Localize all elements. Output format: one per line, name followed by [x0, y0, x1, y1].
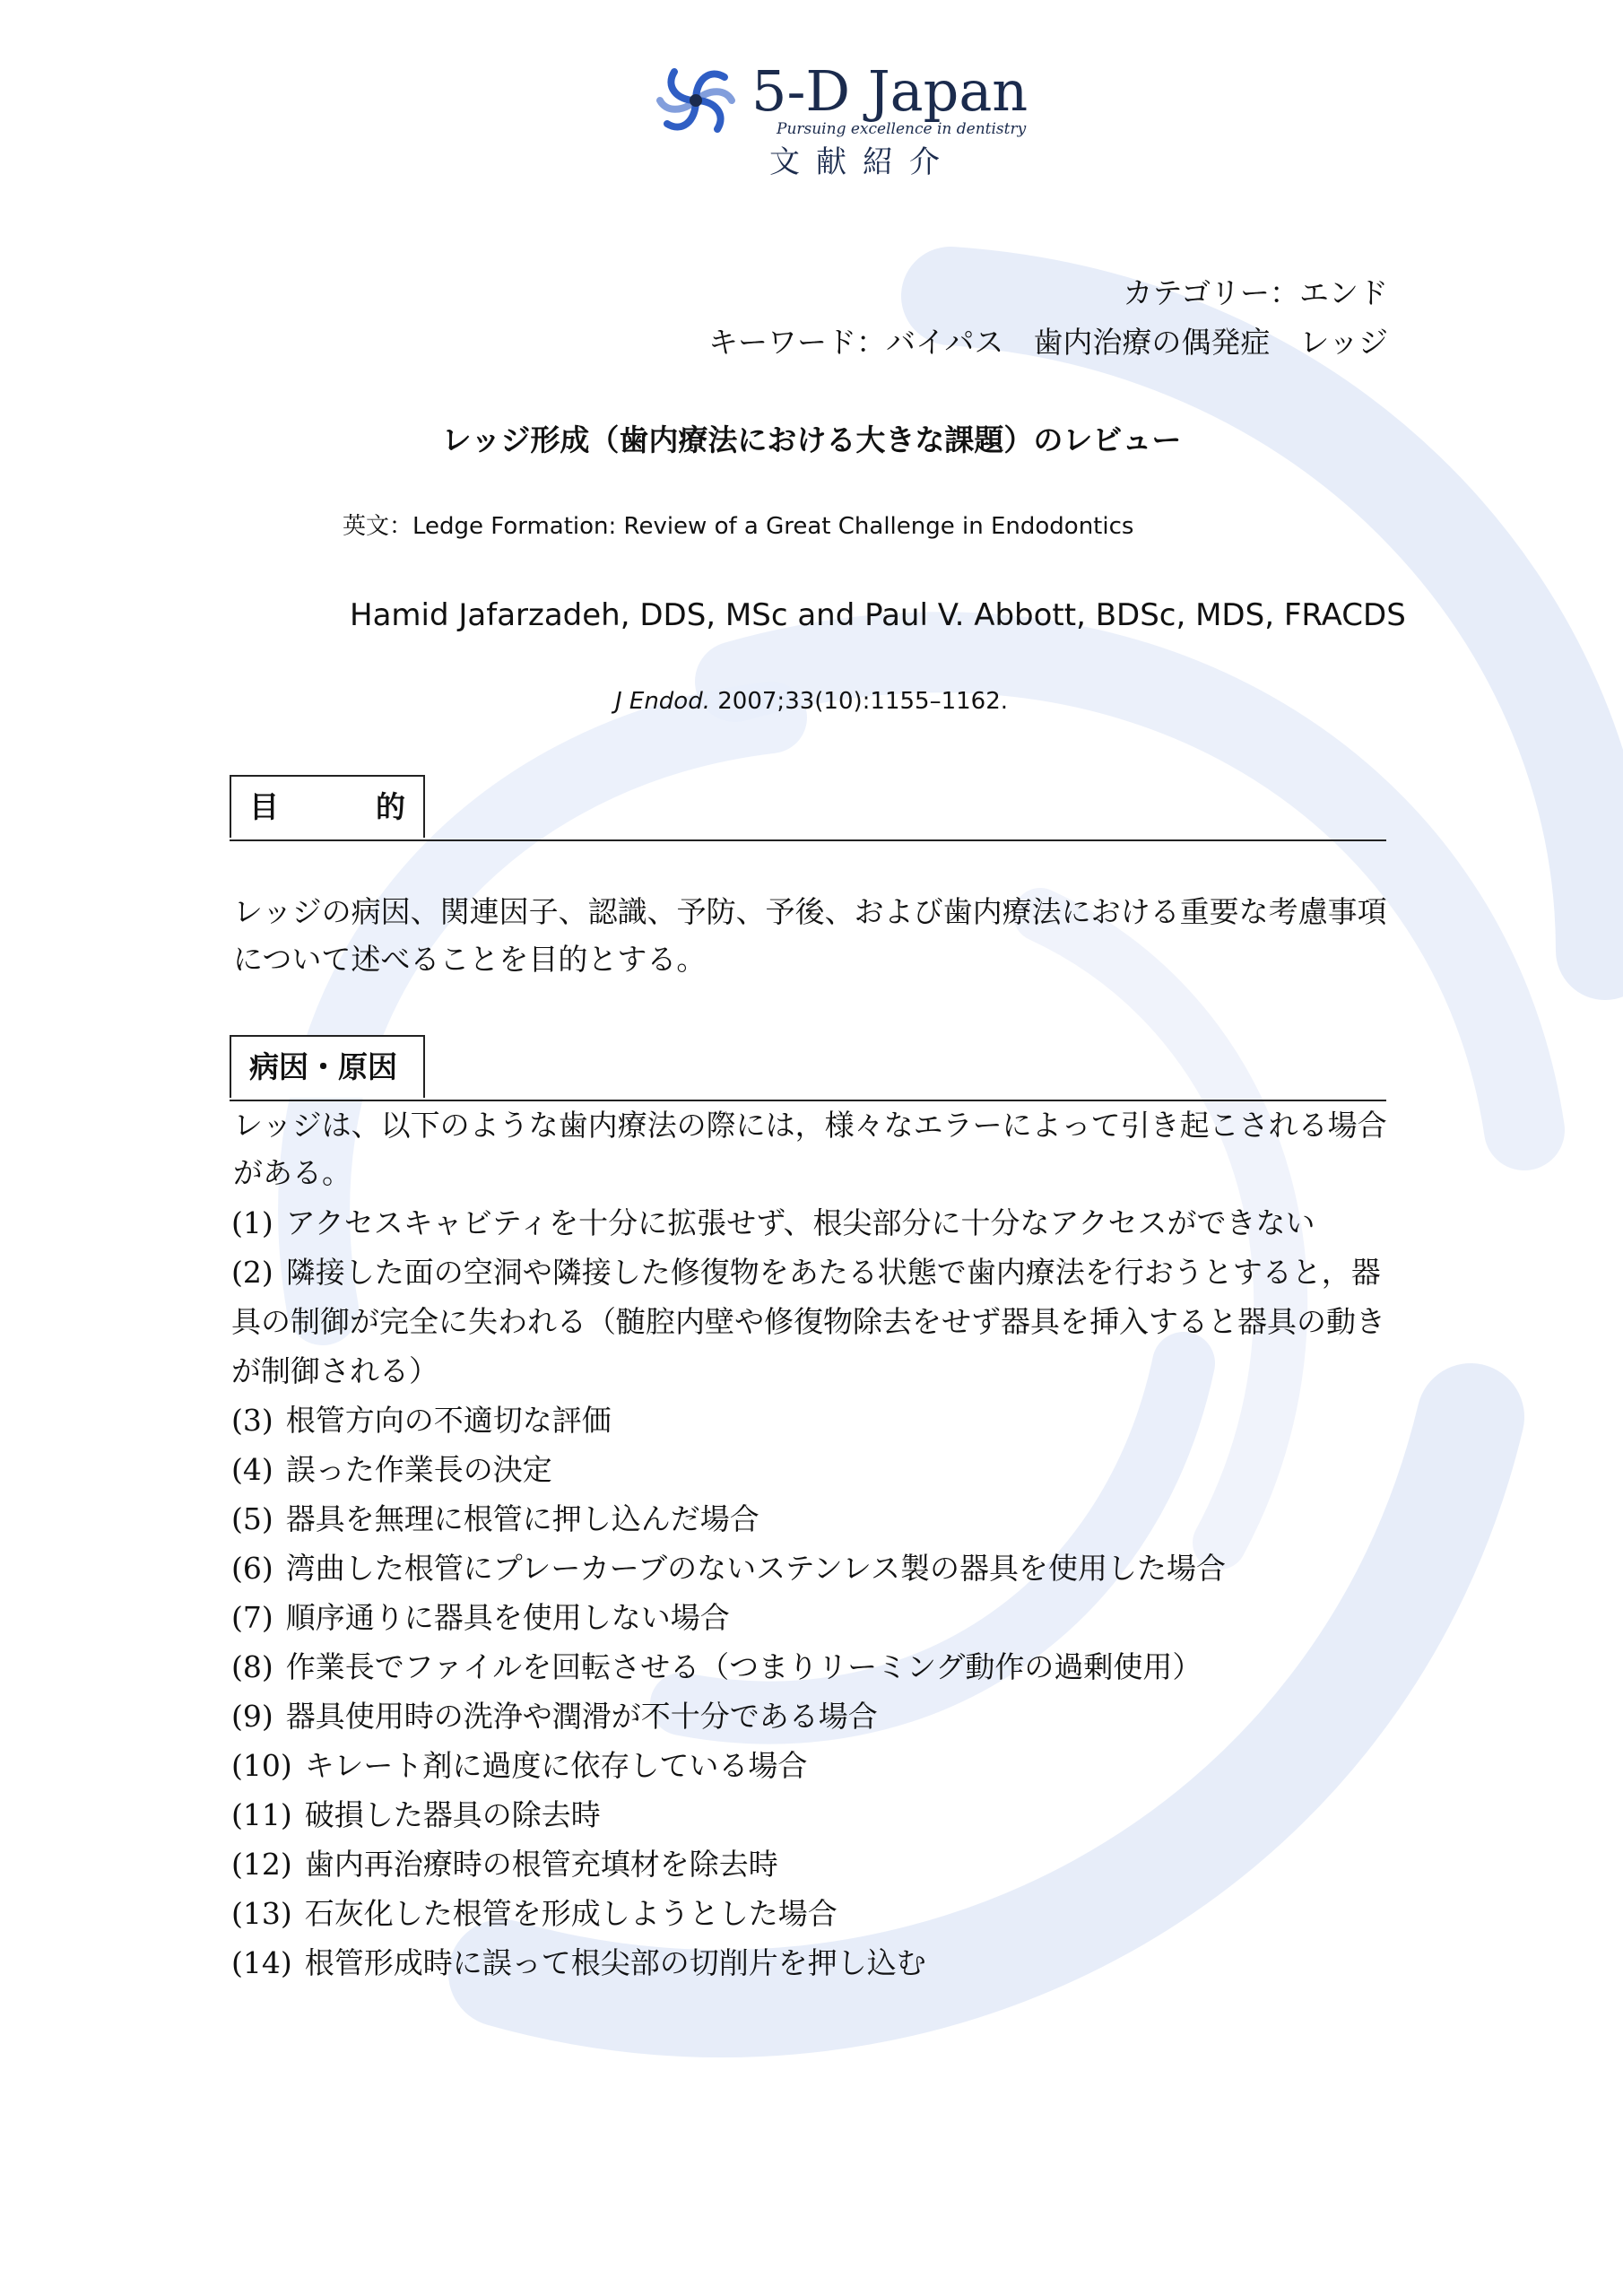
list-item-text: 石灰化した根管を形成しようとした場合 [304, 1896, 838, 1931]
citation-journal: J Endod. [614, 688, 710, 715]
list-item [231, 1544, 1397, 1593]
etiology-heading-label: 病因・原因 [249, 1049, 397, 1084]
list-item [231, 1692, 1397, 1741]
list-item-number: (1) [231, 1205, 273, 1240]
purpose-heading-box [230, 775, 425, 838]
document-title: レッジ形成（歯内療法における大きな課題）のレビュー [441, 422, 1182, 457]
list-item-number: (3) [231, 1403, 273, 1438]
list-item-text: 作業長でファイルを回転させる（つまりリーミング動作の過剰使用） [285, 1649, 1202, 1684]
purpose-body: レッジの病因、関連因子、認識、予防、予後、および歯内療法における重要な考慮事項について述べることを目的とする。 [233, 894, 1387, 977]
list-item-number: (13) [231, 1896, 292, 1931]
list-item-text: 隣接した面の空洞や隣接した修復物をあたる状態で歯内療法を行おうとすると，器具の制御が完全に失われる（髄腔内壁や修復物除去をせず器具を挿入すると器具の動きが制御される） [231, 1255, 1385, 1388]
list-item-text: 歯内再治療時の根管充填材を除去時 [304, 1847, 778, 1882]
english-title: 英文：Ledge Formation: Review of a Great Challenge in Endodontics [343, 513, 1134, 540]
list-item-number: (7) [231, 1600, 273, 1635]
list-item-number: (10) [231, 1748, 292, 1783]
swirl-flower-logo-icon [651, 56, 741, 145]
list-item-text: 湾曲した根管にプレーカーブのないステンレス製の器具を使用した場合 [285, 1551, 1226, 1586]
list-item-text: 根管方向の不適切な評価 [285, 1403, 612, 1438]
list-item-text: 誤った作業長の決定 [285, 1452, 552, 1487]
list-item [231, 1839, 1397, 1889]
citation-line [0, 684, 1623, 718]
list-item [231, 1248, 1397, 1396]
list-item-text: 破損した器具の除去時 [304, 1797, 601, 1832]
list-item [231, 1790, 1397, 1839]
logo-subtitle: 文献紹介 [769, 144, 956, 180]
etiology-heading-box [230, 1035, 425, 1098]
purpose-heading-label [249, 789, 405, 825]
keywords-line: キーワード：バイパス 歯内治療の偶発症 レッジ [707, 325, 1388, 360]
list-item-text: 器具使用時の洗浄や潤滑が不十分である場合 [285, 1699, 878, 1734]
list-item-number: (9) [231, 1699, 273, 1734]
list-item-text: キレート剤に過度に依存している場合 [304, 1748, 808, 1783]
list-item [231, 1198, 1397, 1248]
list-item-text: 器具を無理に根管に押し込んだ場合 [285, 1501, 759, 1536]
purpose-heading-char: 的 [376, 789, 405, 824]
purpose-section-heading [230, 775, 1386, 841]
category-line: カテゴリー：エンド [1123, 275, 1388, 310]
logo-title: 5-D Japan [751, 58, 1028, 124]
list-item [231, 1593, 1397, 1642]
company-logo [651, 56, 1028, 190]
list-item [231, 1741, 1397, 1790]
list-item-text: 根管形成時に誤って根尖部の切削片を押し込む [304, 1945, 926, 1980]
list-item-number: (14) [231, 1945, 292, 1980]
list-item-number: (6) [231, 1551, 273, 1586]
list-item-number: (12) [231, 1847, 292, 1882]
list-item-text: 順序通りに器具を使用しない場合 [285, 1600, 730, 1635]
logo-tagline: Pursuing excellence in dentistry [777, 120, 1027, 138]
list-item-number: (5) [231, 1501, 273, 1536]
list-item [231, 1396, 1397, 1445]
cause-list [231, 1198, 1397, 1987]
authors-line: Hamid Jafarzadeh, DDS, MSc and Paul V. Abbott, BDSc, MDS, FRACDS [350, 597, 1406, 633]
list-item-number: (8) [231, 1649, 273, 1684]
list-item-number: (2) [231, 1255, 273, 1290]
list-item [231, 1938, 1397, 1987]
list-item-number: (11) [231, 1797, 292, 1832]
list-item-number: (4) [231, 1452, 273, 1487]
etiology-section-heading [230, 1035, 1386, 1101]
list-item [231, 1642, 1397, 1692]
etiology-intro: レッジは、以下のような歯内療法の際には，様々なエラーによって引き起こされる場合がある。 [233, 1108, 1387, 1190]
purpose-heading-char: 目 [249, 789, 279, 824]
list-item [231, 1445, 1397, 1494]
list-item [231, 1494, 1397, 1544]
list-item-text: アクセスキャビティを十分に拡張せず、根尖部分に十分なアクセスができない [285, 1205, 1315, 1240]
list-item [231, 1889, 1397, 1938]
citation-details: 2007;33(10):1155–1162. [710, 688, 1009, 715]
